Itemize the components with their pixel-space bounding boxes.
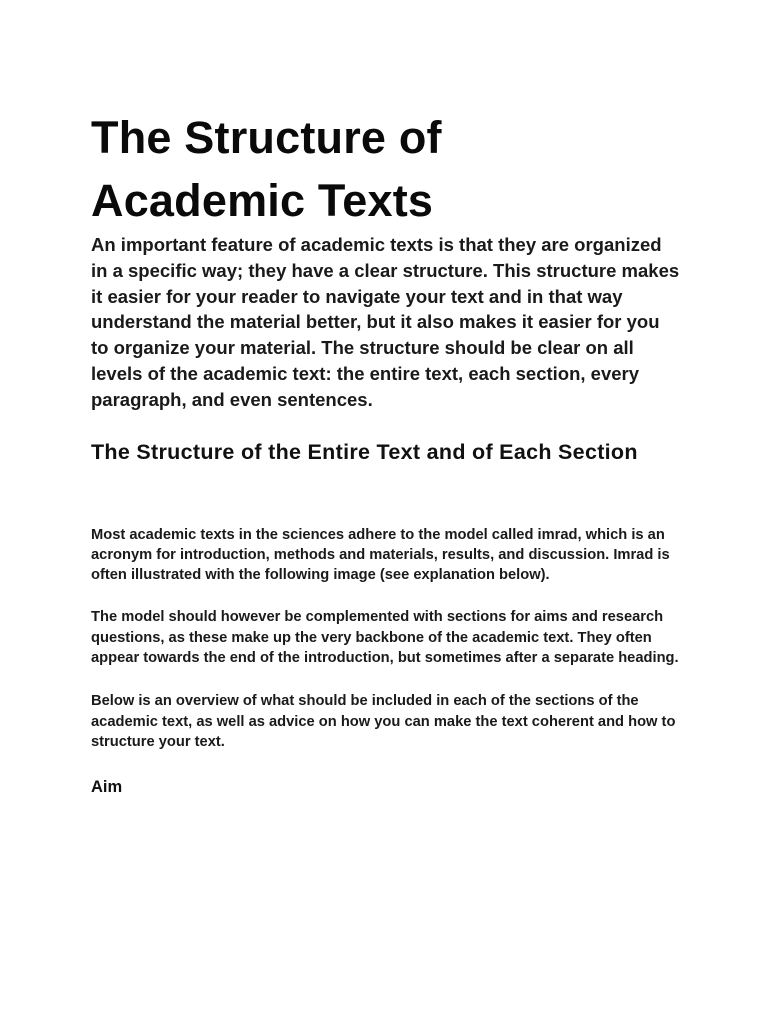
subsection-heading-aim: Aim (91, 778, 123, 797)
body-paragraph-aims: The model should however be complemented with sections for aims and research questions, as these make up the very backbone of the academic text. They often appear towards the end of the introduction, but sometimes after a separate heading. (91, 609, 679, 667)
body-paragraph-overview: Below is an overview of what should be included in each of the sections of the academic text, as well as advice on how you can make the text coherent and how to structure your text. (91, 693, 676, 750)
section-heading: The Structure of the Entire Text and of Each Section (91, 439, 638, 464)
body-paragraph-imrad: Most academic texts in the sciences adhere to the model called imrad, which is an acronym for introduction, methods and materials, results, and discussion. Imrad is often illustrated with the following image (see explanation below). (91, 526, 670, 584)
page-title (91, 106, 681, 232)
intro-paragraph: An important feature of academic texts is that they are organized in a specific way; they have a clear structure. This structure makes it easier for your reader to navigate your text and in that way understand the material better, but it also makes it easier for you to organize your material. The structure should be clear on all levels of the academic text: the entire text, each section, every paragraph, and even sentences. (91, 234, 680, 410)
page-title-line-1: The Structure of (91, 112, 442, 163)
page-title-line-2: Academic Texts (91, 175, 434, 226)
document-page (91, 106, 681, 798)
